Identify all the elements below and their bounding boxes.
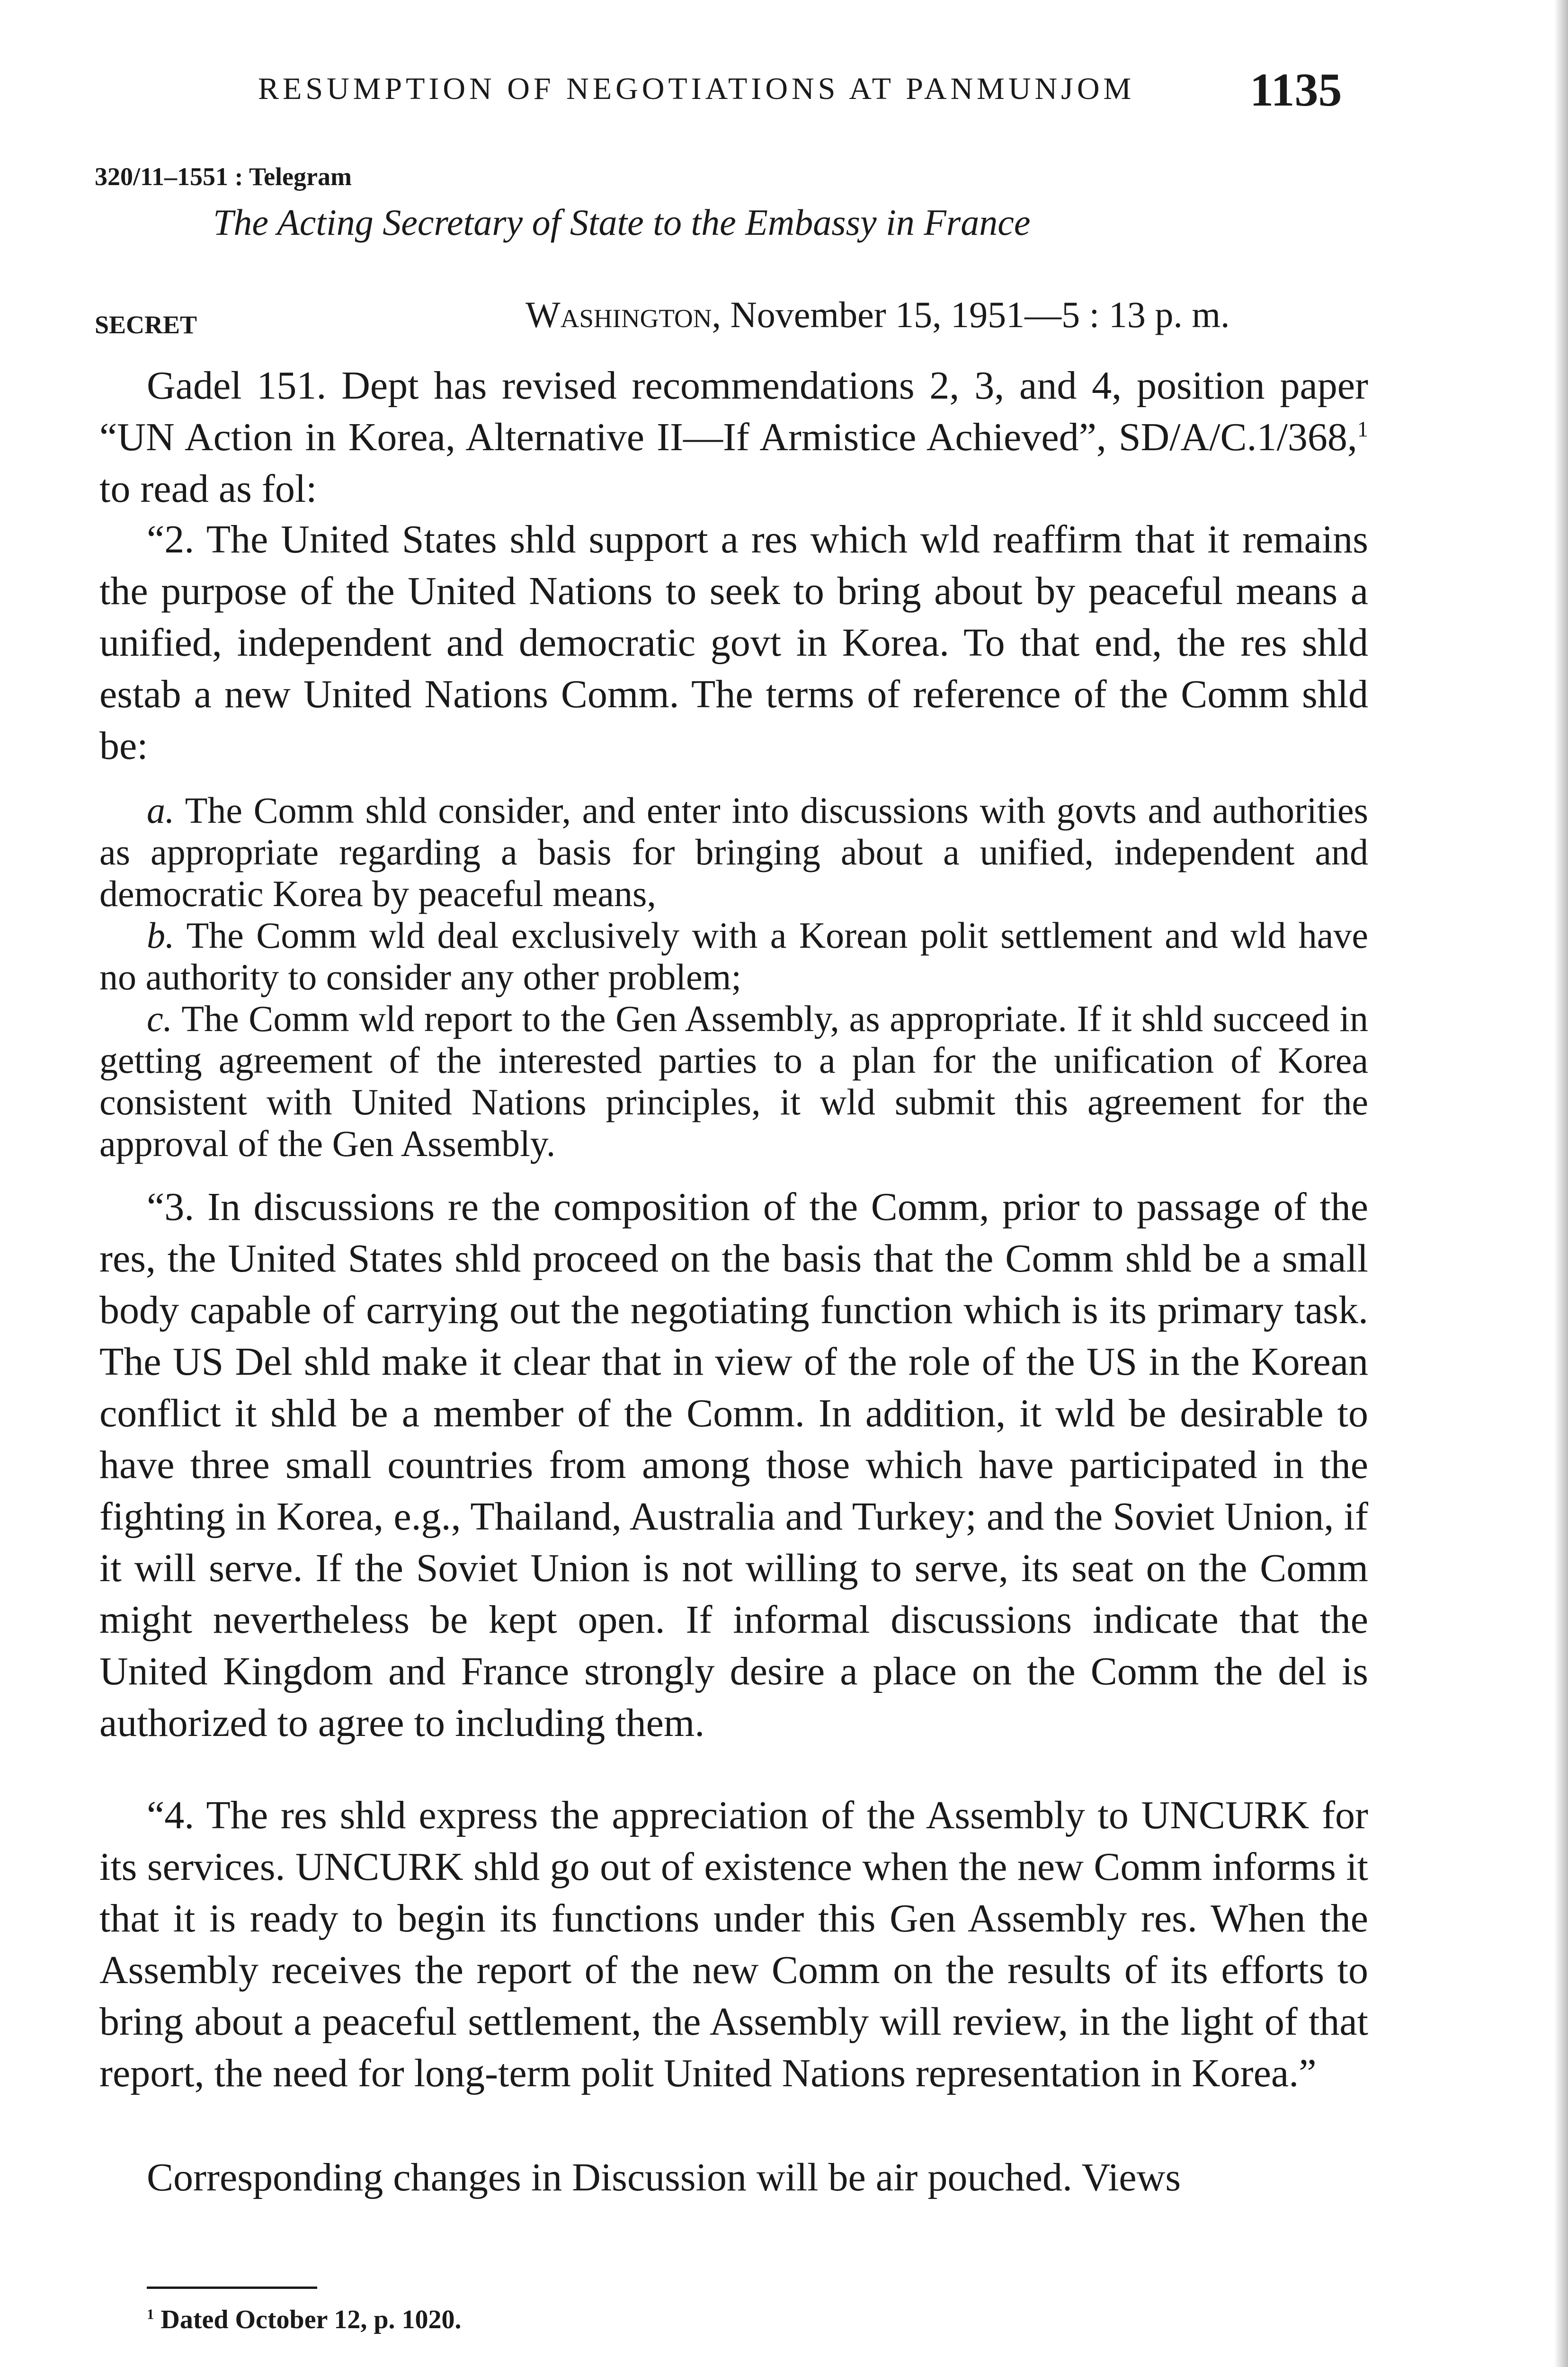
page-edge-shadow	[1554, 0, 1568, 2367]
paragraph-1-text: Gadel 151. Dept has revised recommendations 2, 3, and 4, position paper “UN Action in Korea, Alternative II—If Armistice Achieved”, SD/A/C.1/368,	[99, 364, 1368, 459]
list-item-a-text: The Comm shld consider, and enter into discussions with govts and authorities as appropriate regarding a basis for bringing about a unified, independent and democratic Korea by peaceful means,	[99, 790, 1368, 914]
document-id: 320/11–1551 : Telegram	[95, 162, 352, 191]
paragraph-4: “4. The res shld express the appreciation of the Assembly to UNCURK for its services. UNCURK shld go out of existence when the new Comm informs it that it is ready to begin its functions under this Gen Assembly res. When the Assembly receives the report of the new Comm on the results of its efforts to bring about a peaceful settlement, the Assembly will review, in the light of that report, the need for long-term polit United Nations representation in Korea.”	[99, 1793, 1368, 2095]
list-item-c	[99, 998, 1368, 1165]
list-item-b	[99, 915, 1368, 998]
running-head: RESUMPTION OF NEGOTIATIONS AT PANMUNJOM	[258, 71, 1135, 106]
dateline-place: Washington,	[526, 294, 721, 335]
list-item-b-letter: b.	[147, 915, 175, 956]
list-item-c-letter: c.	[147, 998, 173, 1039]
paragraph-5: Corresponding changes in Discussion will be air pouched. Views	[147, 2155, 1181, 2199]
footnote-reference: 1	[1357, 417, 1368, 441]
dateline	[526, 294, 1230, 336]
list-item-c-text: The Comm wld report to the Gen Assembly, as appropriate. If it shld succeed in getting agreement of the interested parties to a plan for the unification of Korea consistent with United Nations principles, it wld submit this agreement for the approval of the Gen Assembly.	[99, 998, 1368, 1164]
dateline-date: November 15, 1951—5 : 13 p. m.	[730, 294, 1230, 335]
page-number: 1135	[1250, 63, 1342, 116]
list-item-b-text: The Comm wld deal exclusively with a Korean polit settlement and wld have no authority to consider any other problem;	[99, 915, 1368, 997]
paragraph-3: “3. In discussions re the composition of the Comm, prior to passage of the res, the United States shld proceed on the basis that the Comm shld be a small body capable of carrying out the negotiating function which is its primary task. The US Del shld make it clear that in view of the role of the US in the Korean conflict it shld be a member of the Comm. In addition, it wld be desirable to have three small countries from among those which have participated in the fighting in Korea, e.g., Thailand, Australia and Turkey; and the Soviet Union, if it will serve. If the Soviet Union is not willing to serve, its seat on the Comm might nevertheless be kept open. If informal discussions indicate that the United Kingdom and France strongly desire a place on the Comm the del is authorized to agree to including them.	[99, 1185, 1368, 1745]
list-item-a	[99, 790, 1368, 915]
footnote-marker: 1	[147, 2306, 154, 2323]
footnote-text: Dated October 12, p. 1020.	[154, 2305, 462, 2334]
paragraph-1	[99, 360, 1368, 515]
paragraph-2: “2. The United States shld support a res which wld reaffirm that it remains the purpose of the United Nations to seek to bring about by peaceful means a unified, independent and democratic govt in Korea. To that end, the res shld estab a new United Nations Comm. The terms of reference of the Comm shld be:	[99, 517, 1368, 768]
paragraph-1-text-end: to read as fol:	[99, 467, 317, 511]
footnote-divider	[147, 2287, 317, 2289]
footnote	[147, 2305, 462, 2335]
classification-label: SECRET	[95, 311, 197, 339]
list-item-a-letter: a.	[147, 790, 175, 831]
document-title: The Acting Secretary of State to the Embassy in France	[213, 202, 1031, 243]
